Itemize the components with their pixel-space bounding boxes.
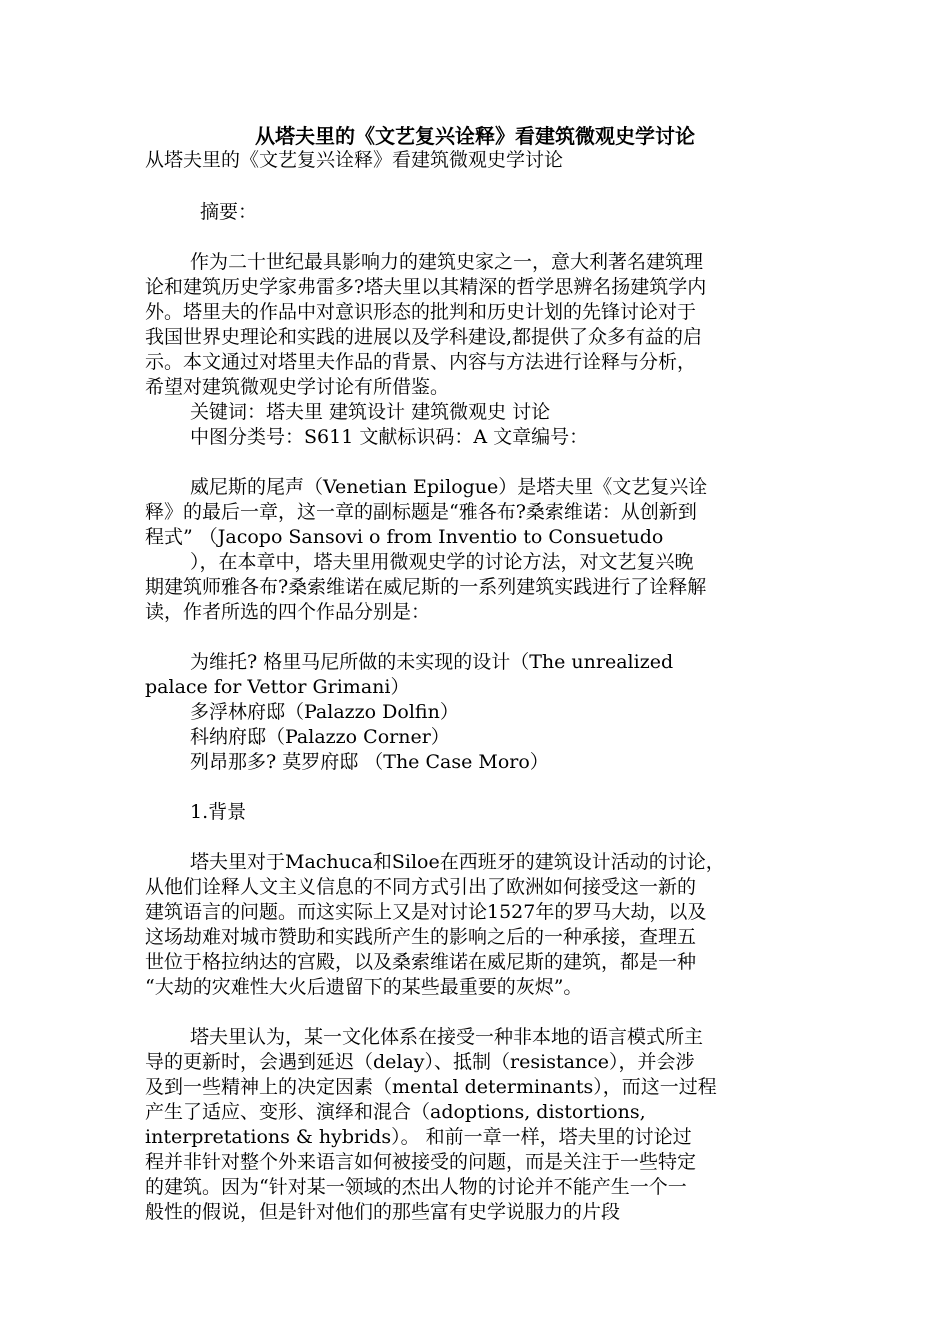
list-item: palace for Vettor Grimani） [145, 676, 410, 698]
text-line: 威尼斯的尾声（Venetian Epilogue）是塔夫里《文艺复兴诠 [190, 476, 708, 498]
text-line: 这场劫难对城市赞助和实践所产生的影响之后的一种承接，查理五 [145, 926, 697, 948]
text-line: 论和建筑历史学家弗雷多?塔夫里以其精深的哲学思辨名扬建筑学内 [145, 276, 707, 298]
text-line: ），在本章中，塔夫里用微观史学的讨论方法，对文艺复兴晚 [190, 551, 694, 573]
text-line: 导的更新时，会遇到延迟（delay）、抵制（resistance），并会涉 [145, 1051, 695, 1073]
text-line: 建筑语言的问题。而这实际上又是对讨论1527年的罗马大劫，以及 [145, 901, 707, 923]
keywords-line: 关键词：塔夫里 建筑设计 建筑微观史 讨论 [190, 401, 551, 423]
abstract-heading: 摘要： [200, 201, 258, 223]
text-line: 程并非针对整个外来语言如何被接受的问题，而是关注于一些特定 [145, 1151, 697, 1173]
text-line: “大劫的灾难性大火后遗留下的某些最重要的灰烬”。 [145, 976, 583, 998]
text-line: 我国世界史理论和实践的进展以及学科建设,都提供了众多有益的启 [145, 326, 703, 348]
text-line: 期建筑师雅各布?桑索维诺在威尼斯的一系列建筑实践进行了诠释解 [145, 576, 707, 598]
list-item: 科纳府邸（Palazzo Corner） [190, 726, 450, 748]
list-item: 为维托? 格里马尼所做的未实现的设计（The unrealized [190, 651, 674, 673]
text-line: 塔夫里认为，某一文化体系在接受一种非本地的语言模式所主 [190, 1026, 704, 1048]
list-item: 列昂那多? 莫罗府邸 （The Case Moro） [190, 751, 549, 773]
text-line: 塔夫里对于Machuca和Siloe在西班牙的建筑设计活动的讨论， [190, 851, 725, 873]
text-line: 般性的假说，但是针对他们的那些富有史学说服力的片段 [145, 1201, 621, 1223]
text-line: 从他们诠释人文主义信息的不同方式引出了欧洲如何接受这一新的 [145, 876, 697, 898]
text-line: 示。本文通过对塔里夫作品的背景、内容与方法进行诠释与分析， [145, 351, 697, 373]
text-line: 世位于格拉纳达的宫殿，以及桑索维诺在威尼斯的建筑，都是一种 [145, 951, 697, 973]
text-line: 作为二十世纪最具影响力的建筑史家之一，意大利著名建筑理 [190, 251, 704, 273]
text-line: 程式” （Jacopo Sansovi o from Inventio to Consuetudo [145, 526, 664, 548]
text-line: 产生了适应、变形、演绎和混合（adoptions, distortions, [145, 1101, 646, 1123]
classification-line: 中图分类号：S611 文献标识码：A 文章编号： [190, 426, 589, 448]
text-line: 读，作者所选的四个作品分别是： [145, 601, 431, 623]
text-line: 的建筑。因为“针对某一领域的杰出人物的讨论并不能产生一个一 [145, 1176, 687, 1198]
document-title: 从塔夫里的《文艺复兴诠释》看建筑微观史学讨论 [255, 124, 695, 148]
text-line: 及到一些精神上的决定因素（mental determinants），而这一过程 [145, 1076, 717, 1098]
text-line: 希望对建筑微观史学讨论有所借鉴。 [145, 376, 450, 398]
text-line: interpretations & hybrids）。 和前一章一样，塔夫里的讨论过 [145, 1126, 692, 1148]
document-subtitle: 从塔夫里的《文艺复兴诠释》看建筑微观史学讨论 [145, 149, 564, 171]
text-line: 外。塔里夫的作品中对意识形态的批判和历史计划的先锋讨论对于 [145, 301, 697, 323]
text-line: 释》的最后一章，这一章的副标题是“雅各布?桑索维诺：从创新到 [145, 501, 697, 523]
section-heading: 1.背景 [190, 801, 247, 823]
list-item: 多浮林府邸（Palazzo Dolfin） [190, 701, 459, 723]
